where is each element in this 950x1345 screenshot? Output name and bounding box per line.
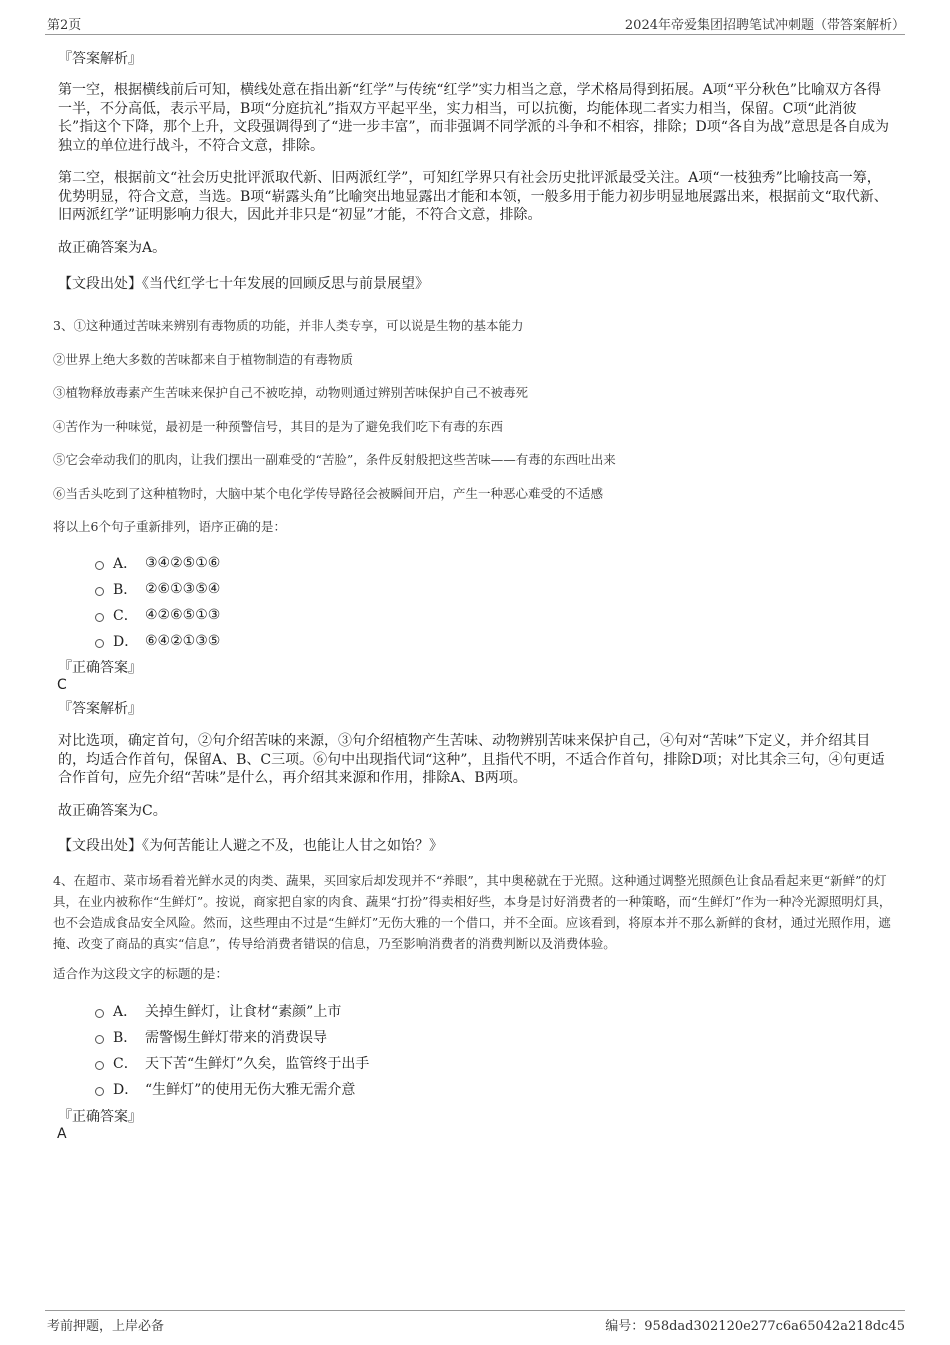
q4-option-d[interactable]: D． “生鲜灯”的使用无伤大雅无需介意 [95,1079,355,1099]
q3-sentence-6: ⑥当舌头吃到了这种植物时，大脑中某个电化学传导路径会被瞬间开启，产生一种恶心难受的不适感 [53,486,604,501]
radio-icon[interactable] [95,1009,104,1018]
q3-option-b[interactable]: B． ②⑥①③⑤④ [95,579,220,599]
footer-slogan: 考前押题，上岸必备 [47,1319,165,1334]
radio-icon[interactable] [95,613,104,622]
q2-source: 【文段出处】《当代红学七十年发展的回顾反思与前景展望》 [58,276,429,292]
radio-icon[interactable] [95,1035,104,1044]
q3-source: 【文段出处】《为何苦能让人避之不及，也能让人甘之如饴？》 [58,838,443,854]
q3-analysis-label: 『答案解析』 [58,701,142,717]
q2-conclusion: 故正确答案为A。 [58,240,167,256]
q3-option-c[interactable]: C． ④②⑥⑤①③ [95,605,220,625]
page-number: 第2页 [47,18,82,33]
radio-icon[interactable] [95,561,104,570]
q4-passage: 4、在超市、菜市场看着光鲜水灵的肉类、蔬果，买回家后却发现并不“养眼”，其中奥秘就在于光照。这种通过调整光照颜色让食品看起来更“新鲜”的灯具，在业内被称作“生鲜灯”。按说，商家把自家的肉食、蔬果“打扮”得卖相好些，本身是讨好消费者的一种策略，而“生鲜灯”作为一种冷光源照明灯具，也不会造成食品安全风险。然而，这些理由不过是“生鲜灯”无伤大雅的一个借口，并不全面。应该看到，将原本并不那么新鲜的食材，通过光照作用，遮掩、改变了商品的真实“信息”，传导给消费者错误的信息，乃至影响消费者的消费判断以及消费体验。 [53,873,892,951]
q3-sentence-5: ⑤它会牵动我们的肌肉，让我们摆出一副难受的“苦脸”，条件反射般把这些苦味——有毒的东西吐出来 [53,452,616,467]
q3-prompt: 将以上6个句子重新排列，语序正确的是： [53,519,286,534]
q3-sentence-1: 3、①这种通过苦味来辨别有毒物质的功能，并非人类专享，可以说是生物的基本能力 [53,318,524,333]
radio-icon[interactable] [95,639,104,648]
q3-analysis: 对比选项，确定首句，②句介绍苦味的来源，③句介绍植物产生苦味、动物辨别苦味来保护自己，④句对“苦味”下定义，并介绍其目的，均适合作首句，保留A、B、C三项。⑥句中出现指代词“这种”，且指代不明，不适合作首句，排除D项；对比其余三句，④句更适合作首句，应先介绍“苦味”是什么，再介绍其来源和作用，排除A、B两项。 [58,733,885,786]
q3-answer: C [57,677,67,693]
q3-sentence-3: ③植物释放毒素产生苦味来保护自己不被吃掉，动物则通过辨别苦味保护自己不被毒死 [53,385,529,400]
q3-sentence-4: ④苦作为一种味觉，最初是一种预警信号，其目的是为了避免我们吃下有毒的东西 [53,419,504,434]
radio-icon[interactable] [95,1087,104,1096]
q2-analysis-paragraph-2: 第二空，根据前文“社会历史批评派取代新、旧两派红学”，可知红学界只有社会历史批评派最受关注。A项“一枝独秀”比喻技高一筹，优势明显，符合文意，当选。B项“崭露头角”比喻突出地显露出才能和本领，一般多用于能力初步明显地展露出来，根据前文“取代新、旧两派红学”证明影响力很大，因此并非只是“初显”才能，不符合文意，排除。 [58,170,888,223]
page-footer [45,1310,905,1335]
page-header [45,14,905,35]
q4-answer-label: 『正确答案』 [58,1109,142,1125]
radio-icon[interactable] [95,1061,104,1070]
q2-analysis-paragraph-1: 第一空，根据横线前后可知，横线处意在指出新“红学”与传统“红学”实力相当之意，学术格局得到拓展。A项“平分秋色”比喻双方各得一半，不分高低，表示平局，B项“分庭抗礼”指双方平起平坐，实力相当，可以抗衡，均能体现二者实力相当，保留。C项“此消彼长”指这个下降，那个上升，文段强调得到了“进一步丰富”，而非强调不同学派的斗争和不相容，排除；D项“各自为战”意思是各自成为独立的单位进行战斗，不符合文意，排除。 [58,82,890,154]
q4-answer: A [57,1126,67,1142]
document-title: 2024年帝爱集团招聘笔试冲刺题（带答案解析） [624,18,905,33]
q4-option-b[interactable]: B． 需警惕生鲜灯带来的消费误导 [95,1027,327,1047]
q3-option-a[interactable]: A． ③④②⑤①⑥ [95,553,220,573]
q3-conclusion: 故正确答案为C。 [58,803,167,819]
q2-analysis-label: 『答案解析』 [58,51,142,67]
q4-option-c[interactable]: C． 天下苦“生鲜灯”久矣，监管终于出手 [95,1053,369,1073]
document-id: 编号：958dad302120e277c6a65042a218dc45 [605,1319,905,1334]
q3-option-d[interactable]: D． ⑥④②①③⑤ [95,631,220,651]
q4-option-a[interactable]: A． 关掉生鲜灯，让食材“素颜”上市 [95,1001,341,1021]
q3-answer-label: 『正确答案』 [58,660,142,676]
q4-prompt: 适合作为这段文字的标题的是： [53,966,229,981]
q3-sentence-2: ②世界上绝大多数的苦味都来自于植物制造的有毒物质 [53,352,354,367]
radio-icon[interactable] [95,587,104,596]
